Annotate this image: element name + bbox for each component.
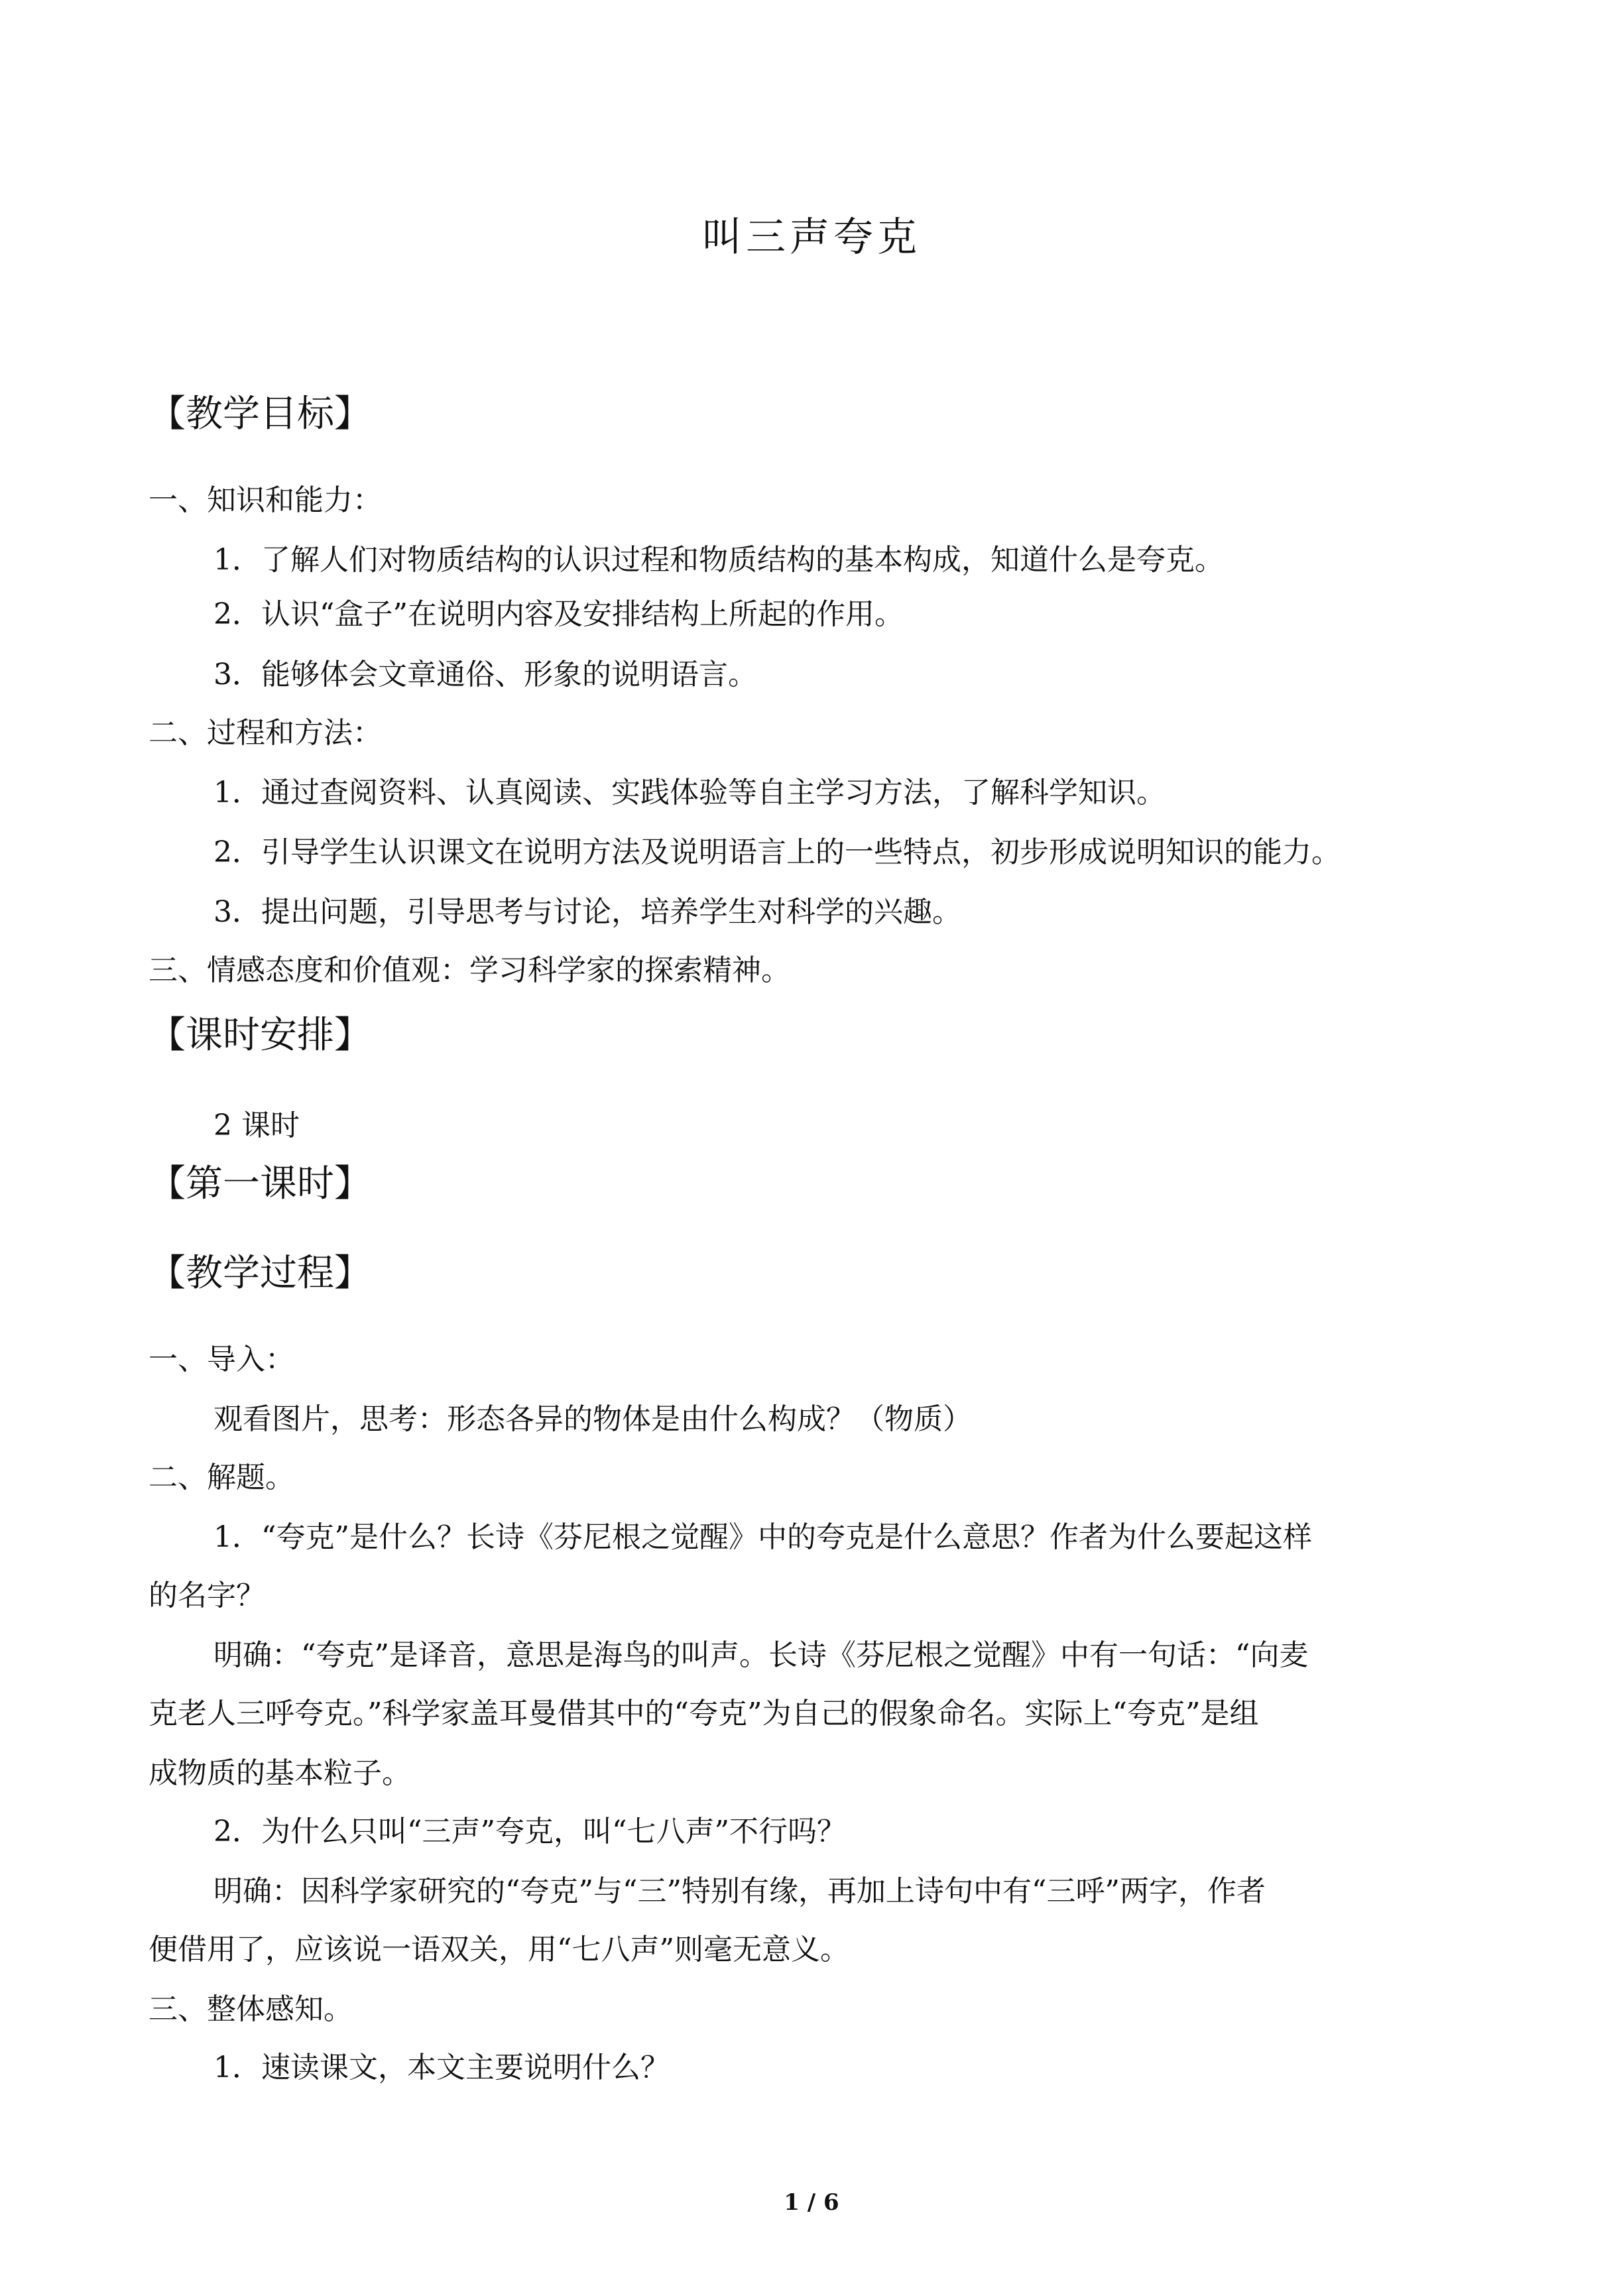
answer-1-line-3: 成物质的基本粒子。 — [149, 1756, 411, 1790]
document-title: 叫三声夸克 — [702, 214, 921, 261]
section-heading-process: 【教学过程】 — [149, 1252, 371, 1295]
answer-2-line-2: 便借用了，应该说一语双关，用“七八声”则毫无意义。 — [149, 1933, 849, 1966]
section-heading-lesson-1: 【第一课时】 — [149, 1162, 371, 1205]
overall-question-1: 1．速读课文，本文主要说明什么？ — [213, 2051, 670, 2085]
intro-text: 观看图片，思考：形态各异的物体是由什么构成？（物质） — [213, 1402, 972, 1436]
goal-process-heading: 二、过程和方法： — [149, 716, 382, 750]
answer-1-line-2: 克老人三呼夸克。”科学家盖耳曼借其中的“夸克”为自己的假象命名。实际上“夸克”是组 — [149, 1697, 1259, 1730]
goal-process-item-3: 3．提出问题，引导思考与讨论，培养学生对科学的兴趣。 — [213, 895, 961, 929]
answer-2-line-1: 明确：因科学家研究的“夸克”与“三”特别有缘，再加上诗句中有“三呼”两字，作者 — [213, 1874, 1266, 1908]
section-heading-teaching-goals: 【教学目标】 — [149, 393, 371, 436]
overall-heading: 三、整体感知。 — [149, 1992, 353, 2026]
goal-knowledge-item-1: 1．了解人们对物质结构的认识过程和物质结构的基本构成，知道什么是夸克。 — [213, 543, 1224, 577]
intro-heading: 一、导入： — [149, 1343, 294, 1376]
topic-heading: 二、解题。 — [149, 1461, 294, 1494]
question-1-line-2: 的名字？ — [149, 1579, 265, 1612]
question-1-line-1: 1．“夸克”是什么？长诗《芬尼根之觉醒》中的夸克是什么意思？作者为什么要起这样 — [213, 1520, 1312, 1554]
goal-process-item-2: 2．引导学生认识课文在说明方法及说明语言上的一些特点，初步形成说明知识的能力。 — [213, 835, 1341, 869]
goal-process-item-1: 1．通过查阅资料、认真阅读、实践体验等自主学习方法，了解科学知识。 — [213, 776, 1166, 810]
section-heading-schedule: 【课时安排】 — [149, 1014, 371, 1057]
goal-knowledge-heading: 一、知识和能力： — [149, 483, 382, 517]
goal-knowledge-item-3: 3．能够体会文章通俗、形象的说明语言。 — [213, 658, 757, 692]
answer-1-line-1: 明确：“夸克”是译音，意思是海鸟的叫声。长诗《芬尼根之觉醒》中有一句话：“向麦 — [213, 1638, 1309, 1672]
goal-knowledge-item-2: 2．认识“盒子”在说明内容及安排结构上所起的作用。 — [213, 597, 904, 631]
schedule-value: 2 课时 — [213, 1109, 300, 1142]
goal-attitude: 三、情感态度和价值观：学习科学家的探索精神。 — [149, 953, 790, 987]
question-2: 2．为什么只叫“三声”夸克，叫“七八声”不行吗？ — [213, 1815, 846, 1848]
page-number: 1 / 6 — [784, 2189, 839, 2216]
